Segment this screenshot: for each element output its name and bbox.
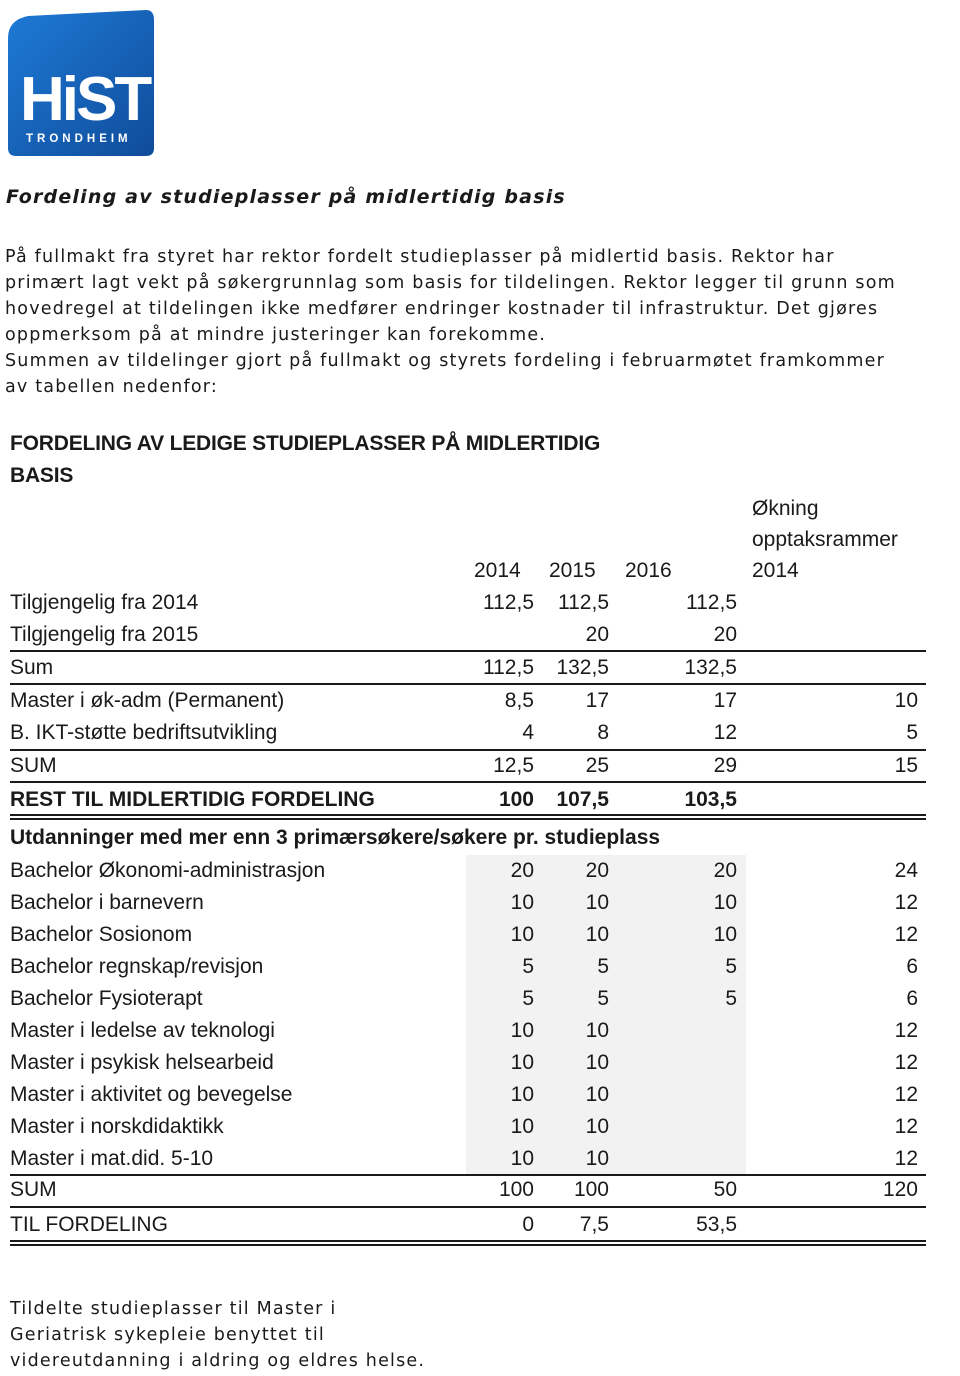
cell-y2014: 10 (510, 891, 534, 914)
row-label: SUM (10, 754, 57, 777)
row-label: TIL FORDELING (10, 1213, 168, 1236)
row-label: B. IKT-støtte bedriftsutvikling (10, 721, 278, 744)
cell-y2015: 25 (585, 754, 609, 777)
rule (10, 781, 926, 783)
cell-y2016: 12 (713, 721, 737, 744)
cell-y2015: 112,5 (558, 591, 609, 614)
table-title-line: BASIS (10, 464, 74, 487)
cell-y2015: 10 (585, 1147, 609, 1170)
logo-subtext: TRONDHEIM (26, 133, 132, 145)
row-label: Master i ledelse av teknologi (10, 1019, 275, 1042)
rule (10, 814, 926, 816)
table-row (10, 1015, 926, 1047)
header-2016: 2016 (625, 559, 672, 582)
table-title-line: FORDELING AV LEDIGE STUDIEPLASSER PÅ MIDLERTIDIG (10, 432, 601, 455)
header-okning-line: Økning (752, 497, 819, 520)
footer-line: Tildelte studieplasser til Master i (10, 1299, 337, 1319)
cell-okning: 12 (894, 1147, 918, 1170)
table-row (10, 750, 926, 782)
table-row (10, 784, 926, 816)
table-row (10, 1111, 926, 1143)
row-label: Sum (10, 656, 54, 679)
cell-y2016: 10 (713, 891, 737, 914)
cell-y2015: 8 (597, 721, 609, 744)
cell-y2015: 17 (585, 689, 609, 712)
rule (10, 818, 926, 820)
cell-y2016: 5 (725, 987, 737, 1010)
cell-okning: 12 (894, 1019, 918, 1042)
header-2014: 2014 (474, 559, 521, 582)
cell-okning: 6 (906, 955, 918, 978)
cell-y2014: 100 (498, 788, 534, 811)
section-title (10, 822, 926, 854)
cell-y2014: 10 (510, 1147, 534, 1170)
header-okning-line: opptaksrammer (752, 528, 898, 551)
intro-line: oppmerksom på at mindre justeringer kan forekomme. (5, 325, 547, 345)
table-row (10, 855, 926, 887)
cell-y2015: 5 (597, 955, 609, 978)
cell-y2014: 10 (510, 1051, 534, 1074)
cell-y2014: 100 (498, 1178, 534, 1201)
table-row (10, 717, 926, 749)
header-okning (752, 493, 898, 586)
table-row (10, 685, 926, 717)
cell-y2016: 29 (713, 754, 737, 777)
cell-okning: 24 (894, 859, 918, 882)
rule (10, 1240, 926, 1242)
cell-y2014: 10 (510, 923, 534, 946)
cell-y2016: 10 (713, 923, 737, 946)
cell-y2014: 112,5 (483, 591, 534, 614)
cell-okning: 15 (894, 754, 918, 777)
cell-y2015: 10 (585, 1083, 609, 1106)
logo-text: HiST (20, 65, 150, 134)
hist-logo (6, 8, 156, 158)
row-label: Bachelor regnskap/revisjon (10, 955, 264, 978)
cell-y2016: 103,5 (684, 788, 737, 811)
header-2015: 2015 (549, 559, 596, 582)
cell-y2014: 8,5 (504, 689, 534, 712)
intro-line: hovedregel at tildelingen ikke medfører endringer kostnader til infrastruktur. Det gjøres (5, 299, 879, 319)
cell-y2014: 112,5 (483, 656, 534, 679)
cell-y2015: 107,5 (556, 788, 609, 811)
cell-y2016: 20 (713, 623, 737, 646)
section-title-text: Utdanninger med mer enn 3 primærsøkere/søkere pr. studieplass (10, 826, 661, 849)
rule (10, 650, 926, 652)
cell-y2015: 5 (597, 987, 609, 1010)
rule (10, 1206, 926, 1208)
cell-y2014: 20 (510, 859, 534, 882)
cell-y2016: 112,5 (686, 591, 737, 614)
cell-y2014: 12,5 (493, 754, 534, 777)
cell-y2015: 10 (585, 923, 609, 946)
row-label: Tilgjengelig fra 2015 (10, 623, 199, 646)
footer-line: Geriatrisk sykepleie benyttet til (10, 1325, 325, 1345)
row-label: Master i norskdidaktikk (10, 1115, 224, 1138)
cell-okning: 12 (894, 891, 918, 914)
intro-line: Summen av tildelinger gjort på fullmakt og styrets fordeling i februarmøtet framkommer (5, 351, 885, 371)
cell-okning: 12 (894, 1051, 918, 1074)
cell-y2014: 4 (522, 721, 534, 744)
row-label: Master i mat.did. 5-10 (10, 1147, 214, 1170)
row-label: REST TIL MIDLERTIDIG FORDELING (10, 788, 375, 811)
cell-y2015: 20 (585, 623, 609, 646)
table-row (10, 652, 926, 684)
table-row (10, 1209, 926, 1241)
table-row (10, 587, 926, 619)
cell-y2014: 5 (522, 955, 534, 978)
cell-y2015: 7,5 (579, 1213, 609, 1236)
cell-y2015: 20 (585, 859, 609, 882)
cell-y2015: 10 (585, 1019, 609, 1042)
intro-line: På fullmakt fra styret har rektor fordelt studieplasser på midlertid basis. Rektor har (5, 247, 835, 267)
row-label: Bachelor i barnevern (10, 891, 204, 914)
cell-okning: 5 (906, 721, 918, 744)
cell-y2015: 10 (585, 1051, 609, 1074)
intro-line: av tabellen nedenfor: (5, 377, 218, 397)
table-row (10, 1143, 926, 1175)
cell-y2016: 53,5 (696, 1213, 737, 1236)
cell-y2016: 132,5 (684, 656, 737, 679)
row-label: Master i øk-adm (Permanent) (10, 689, 285, 712)
cell-y2014: 5 (522, 987, 534, 1010)
table-row (10, 919, 926, 951)
cell-okning: 12 (894, 1115, 918, 1138)
row-label: Bachelor Fysioterapt (10, 987, 203, 1010)
cell-y2016: 5 (725, 955, 737, 978)
intro-line: primært lagt vekt på søkergrunnlag som basis for tildelingen. Rektor legger til grunn som (5, 273, 896, 293)
table-row (10, 887, 926, 919)
header-okning-line: 2014 (752, 559, 799, 582)
table-row (10, 1079, 926, 1111)
table-title (10, 428, 600, 492)
footer-note (10, 1296, 425, 1374)
table-row (10, 1047, 926, 1079)
cell-okning: 12 (894, 923, 918, 946)
cell-y2015: 100 (573, 1178, 609, 1201)
cell-y2016: 20 (713, 859, 737, 882)
cell-okning: 12 (894, 1083, 918, 1106)
cell-okning: 6 (906, 987, 918, 1010)
cell-y2016: 17 (713, 689, 737, 712)
cell-y2015: 132,5 (556, 656, 609, 679)
cell-okning: 10 (894, 689, 918, 712)
cell-y2014: 10 (510, 1083, 534, 1106)
cell-y2014: 0 (522, 1213, 534, 1236)
row-label: Bachelor Økonomi-administrasjon (10, 859, 326, 882)
row-label: Master i psykisk helsearbeid (10, 1051, 274, 1074)
table-row (10, 619, 926, 651)
intro-paragraph (5, 244, 960, 400)
cell-y2014: 10 (510, 1115, 534, 1138)
footer-line: videreutdanning i aldring og eldres helse. (10, 1351, 426, 1371)
row-label: Tilgjengelig fra 2014 (10, 591, 199, 614)
rule (10, 1244, 926, 1246)
table-row (10, 1174, 926, 1206)
table-row (10, 983, 926, 1015)
rule (10, 1174, 926, 1176)
cell-okning: 120 (882, 1178, 918, 1201)
cell-y2015: 10 (585, 1115, 609, 1138)
table-row (10, 951, 926, 983)
cell-y2016: 50 (713, 1178, 737, 1201)
cell-y2015: 10 (585, 891, 609, 914)
row-label: Bachelor Sosionom (10, 923, 193, 946)
rule (10, 749, 926, 751)
row-label: SUM (10, 1178, 57, 1201)
row-label: Master i aktivitet og bevegelse (10, 1083, 293, 1106)
rule (10, 683, 926, 685)
page-heading: Fordeling av studieplasser på midlertidig basis (6, 186, 566, 208)
cell-y2014: 10 (510, 1019, 534, 1042)
